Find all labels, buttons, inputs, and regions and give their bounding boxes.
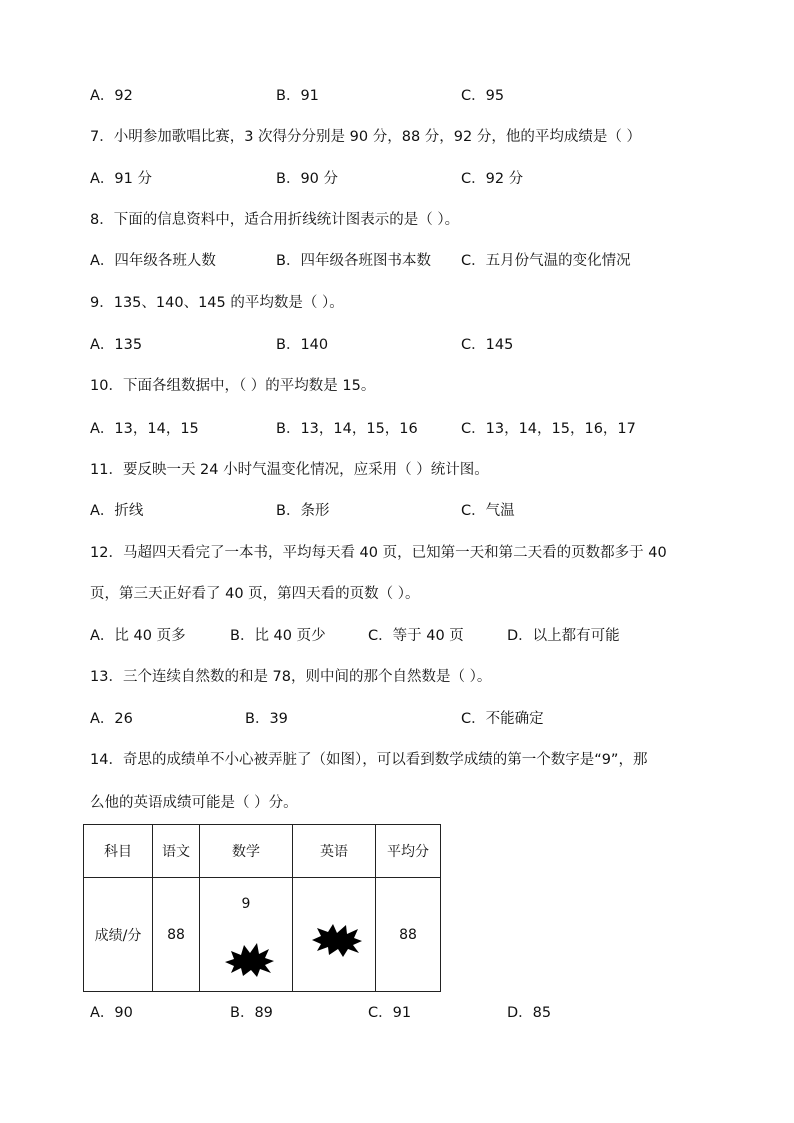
- q13-option-b: B．39: [245, 711, 288, 727]
- q8-option-b: B．四年级各班图书本数: [276, 253, 431, 269]
- q10-option-a: A．13，14，15: [90, 421, 199, 437]
- q14-stem-line2: 么他的英语成绩可能是（ ）分。: [90, 795, 298, 811]
- q12-stem-line1: 12．马超四天看完了一本书，平均每天看 40 页，已知第一天和第二天看的页数都多于 40: [90, 545, 667, 561]
- cell-average-score: 88: [376, 878, 441, 992]
- header-chinese: 语文: [153, 825, 200, 878]
- q7-option-c: C．92 分: [461, 171, 524, 187]
- q11-option-a: A．折线: [90, 503, 144, 519]
- q9-option-a: A．135: [90, 337, 143, 353]
- q14-stem-line1: 14．奇思的成绩单不小心被弄脏了（如图），可以看到数学成绩的第一个数字是“9”，那: [90, 752, 648, 768]
- q8-option-c: C．五月份气温的变化情况: [461, 253, 631, 269]
- q7-option-a: A．91 分: [90, 171, 152, 187]
- q6-option-a: A．92: [90, 88, 133, 104]
- q13-option-a: A．26: [90, 711, 133, 727]
- q14-option-a: A．90: [90, 1005, 133, 1021]
- q6-option-c: C．95: [461, 88, 505, 104]
- header-english: 英语: [293, 825, 376, 878]
- q12-option-d: D．以上都有可能: [507, 628, 620, 644]
- q14-option-b: B．89: [230, 1005, 273, 1021]
- header-average: 平均分: [376, 825, 441, 878]
- q10-option-c: C．13，14，15，16，17: [461, 421, 636, 437]
- q11-option-c: C．气温: [461, 503, 515, 519]
- q8-option-a: A．四年级各班人数: [90, 253, 216, 269]
- score-table-header-row: [84, 825, 441, 878]
- q14-option-d: D．85: [507, 1005, 552, 1021]
- q13-option-c: C．不能确定: [461, 711, 544, 727]
- q9-stem: 9．135、140、145 的平均数是（ ）。: [90, 295, 344, 311]
- q12-option-c: C．等于 40 页: [368, 628, 464, 644]
- math-visible-digit: 9: [241, 896, 251, 912]
- q6-option-b: B．91: [276, 88, 319, 104]
- q8-stem: 8．下面的信息资料中，适合用折线统计图表示的是（ ）。: [90, 212, 460, 228]
- header-subject: 科目: [84, 825, 153, 878]
- q13-stem: 13．三个连续自然数的和是 78，则中间的那个自然数是（ ）。: [90, 669, 492, 685]
- q12-option-a: A．比 40 页多: [90, 628, 186, 644]
- q7-stem: 7．小明参加歌唱比赛，3 次得分分别是 90 分，88 分，92 分，他的平均成绩是（ ）: [90, 129, 641, 145]
- english-ink-smudge-icon: [310, 922, 364, 958]
- q10-stem: 10．下面各组数据中，（ ）的平均数是 15。: [90, 378, 376, 394]
- q9-option-c: C．145: [461, 337, 514, 353]
- q12-option-b: B．比 40 页少: [230, 628, 326, 644]
- q7-option-b: B．90 分: [276, 171, 339, 187]
- q12-stem-line2: 页，第三天正好看了 40 页，第四天看的页数（ ）。: [90, 586, 420, 602]
- q9-option-b: B．140: [276, 337, 329, 353]
- row-label-score: 成绩/分: [84, 878, 153, 992]
- header-math: 数学: [200, 825, 293, 878]
- math-ink-smudge-icon: [222, 940, 276, 978]
- q10-option-b: B．13，14，15，16: [276, 421, 418, 437]
- cell-chinese-score: 88: [153, 878, 200, 992]
- q11-stem: 11．要反映一天 24 小时气温变化情况，应采用（ ）统计图。: [90, 462, 489, 478]
- q11-option-b: B．条形: [276, 503, 330, 519]
- q14-option-c: C．91: [368, 1005, 412, 1021]
